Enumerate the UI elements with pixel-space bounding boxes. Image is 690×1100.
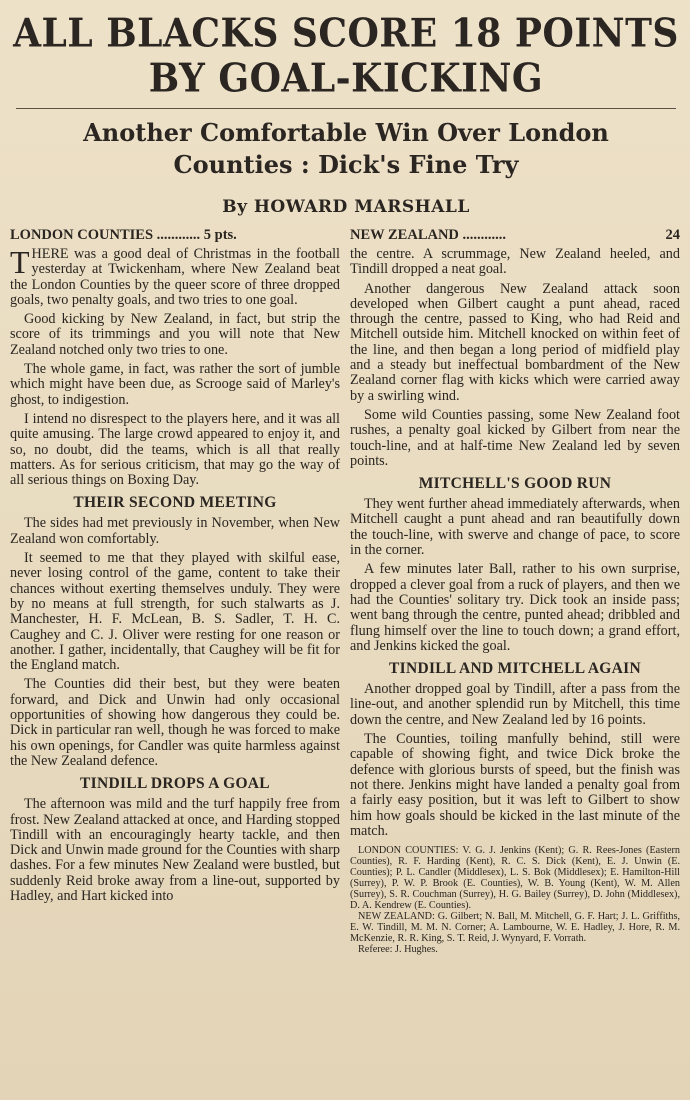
article-paragraph: A few minutes later Ball, rather to his own surprise, dropped a clever goal from a ruck of players, and then we had the Counties' solitary try. Dick took an inside pass; went bang through the centre, punted ahead; dribbled and flung himself over the line to touch down; a grand effort, and Jenkins kicked the goal.: [350, 561, 680, 654]
article-paragraph: The afternoon was mild and the turf happily free from frost. New Zealand attacked at once, and Harding stopped Tindill with an encouragingly hearty tackle, and then Dick and Unwin made ground for the Counties with sharp dashes. For a few minutes New Zealand were bustled, but suddenly Reid broke away from a line-out, supported by Hadley, and Hart kicked into: [10, 796, 340, 904]
team-lineups: [350, 845, 680, 955]
article-paragraph: Good kicking by New Zealand, in fact, but strip the score of its trimmings and you will note that New Zealand notched only two tries to one.: [10, 311, 340, 358]
headline-line-2: BY GOAL-KICKING: [148, 56, 544, 102]
subheadline-line-2: Counties : Dick's Fine Try: [173, 150, 519, 179]
article-paragraph: It seemed to me that they played with skilful ease, never losing control of the game, content to take their chances without exerting themselves unduly. They were by no means at full strength, for such stalwarts as J. Manchester, H. F. McLean, B. S. Sadler, T. H. C. Caughey and C. J. Oliver were resting for one reason or another. I gather, incidentally, that Caughey will be fit for the England match.: [10, 550, 340, 674]
team-lineup-line: LONDON COUNTIES: V. G. J. Jenkins (Kent); G. R. Rees-Jones (Eastern Counties), R. F. Harding (Kent), R. C. S. Dick (Kent), E. J. Unwin (E. Counties); P. L. Candler (Middlesex), L. S. Bok (Middlesex); E. Hamilton-Hill (Surrey), P. W. P. Brook (E. Counties), W. B. Young (Kent), W. M. Allen (Surrey), S. R. Couchman (Surrey), H. G. Bailey (Surrey), D. John (Middlesex), D. A. Kendrew (E. Counties).: [350, 845, 680, 912]
article-columns: [10, 227, 682, 955]
section-subheading: TINDILL AND MITCHELL AGAIN: [389, 660, 641, 678]
right-team-score: [350, 227, 680, 244]
headline-line-1: ALL BLACKS SCORE 18 POINTS: [13, 10, 679, 56]
article-paragraph: The Counties, toiling manfully behind, still were capable of showing fight, and twice Dick broke the defence with glorious bursts of speed, but the finish was not there. Jenkins might have landed a penalty goal from a fairly easy position, but it was left to Gilbert to show him how goals should be kicked in the last minute of the match.: [350, 731, 680, 839]
subheadline: [10, 117, 682, 181]
article-paragraph: I intend no disrespect to the players here, and it was all quite amusing. The large crowd appeared to enjoy it, and so, no doubt, did the teams, which is all that really matters. As for serious criticism, that may go the way of all serious things on Boxing Day.: [10, 410, 340, 489]
team-lineup-line: NEW ZEALAND: G. Gilbert; N. Ball, M. Mitchell, G. F. Hart; J. L. Griffiths, E. W. Tindill, M. M. N. Corner; A. Lambourne, W. E. Hadley, J. Hore, R. M. McKenzie, R. R. King, S. T. Reid, J. Wynyard, F. Vorrath.: [350, 911, 680, 945]
headline-rule: [16, 108, 676, 109]
article-paragraph: The sides had met previously in November, when New Zealand won comfortably.: [10, 515, 340, 547]
section-subheading: THEIR SECOND MEETING: [73, 494, 277, 512]
right-team-points: 24: [665, 227, 680, 243]
left-column: [10, 227, 340, 955]
section-subheading: MITCHELL'S GOOD RUN: [418, 475, 612, 493]
team-lineup-line: Referee: J. Hughes.: [358, 944, 438, 956]
left-team-score-text: LONDON COUNTIES ............ 5 pts.: [10, 227, 237, 243]
right-column: [350, 227, 680, 955]
section-subheading: TINDILL DROPS A GOAL: [80, 775, 270, 793]
article-paragraph: The whole game, in fact, was rather the sort of jumble which might have been due, as Scrooge said of Marley's ghost, to indigestion.: [10, 361, 340, 408]
article-paragraph: Another dangerous New Zealand attack soon developed when Gilbert caught a punt ahead, raced through the centre, passed to King, who had Reid and Mitchell outside him. Mitchell knocked on within feet of the line, and then began a long period of midfield play and a steady but ineffectual bombardment of the New Zealand corner flag with kicks which were carried away by a swirling wind.: [350, 280, 680, 404]
article-paragraph: Some wild Counties passing, some New Zealand foot rushes, a penalty goal kicked by Gilbert from near the touch-line, and at half-time New Zealand led by seven points.: [350, 406, 680, 469]
article-paragraph: The Counties did their best, but they were beaten forward, and Dick and Unwin had only occasional opportunities of showing how dangerous they could be. Dick in particular ran well, though he was forced to make his own openings, for Candler was quite harmless against the New Zealand defence.: [10, 676, 340, 769]
article-paragraph: Another dropped goal by Tindill, after a pass from the line-out, and another splendid run by Mitchell, this time down the centre, and New Zealand led by 16 points.: [350, 681, 680, 728]
subheadline-line-1: Another Comfortable Win Over London: [83, 118, 609, 147]
article-paragraph: They went further ahead immediately afterwards, when Mitchell caught a punt ahead and ran beautifully down the touch-line, with swerve and change of pace, to score in the corner.: [350, 496, 680, 559]
byline: By HOWARD MARSHALL: [222, 197, 470, 217]
article-paragraph: the centre. A scrummage, New Zealand heeled, and Tindill dropped a neat goal.: [350, 246, 680, 278]
left-team-score: [10, 227, 340, 244]
headline: [10, 11, 682, 102]
right-team-name: NEW ZEALAND ............: [350, 227, 507, 243]
article-paragraph: THERE was a good deal of Christmas in the football yesterday at Twickenham, where New Zealand beat the London Counties by the queer score of three dropped goals, two penalty goals, and two tries to one goal.: [10, 244, 340, 308]
